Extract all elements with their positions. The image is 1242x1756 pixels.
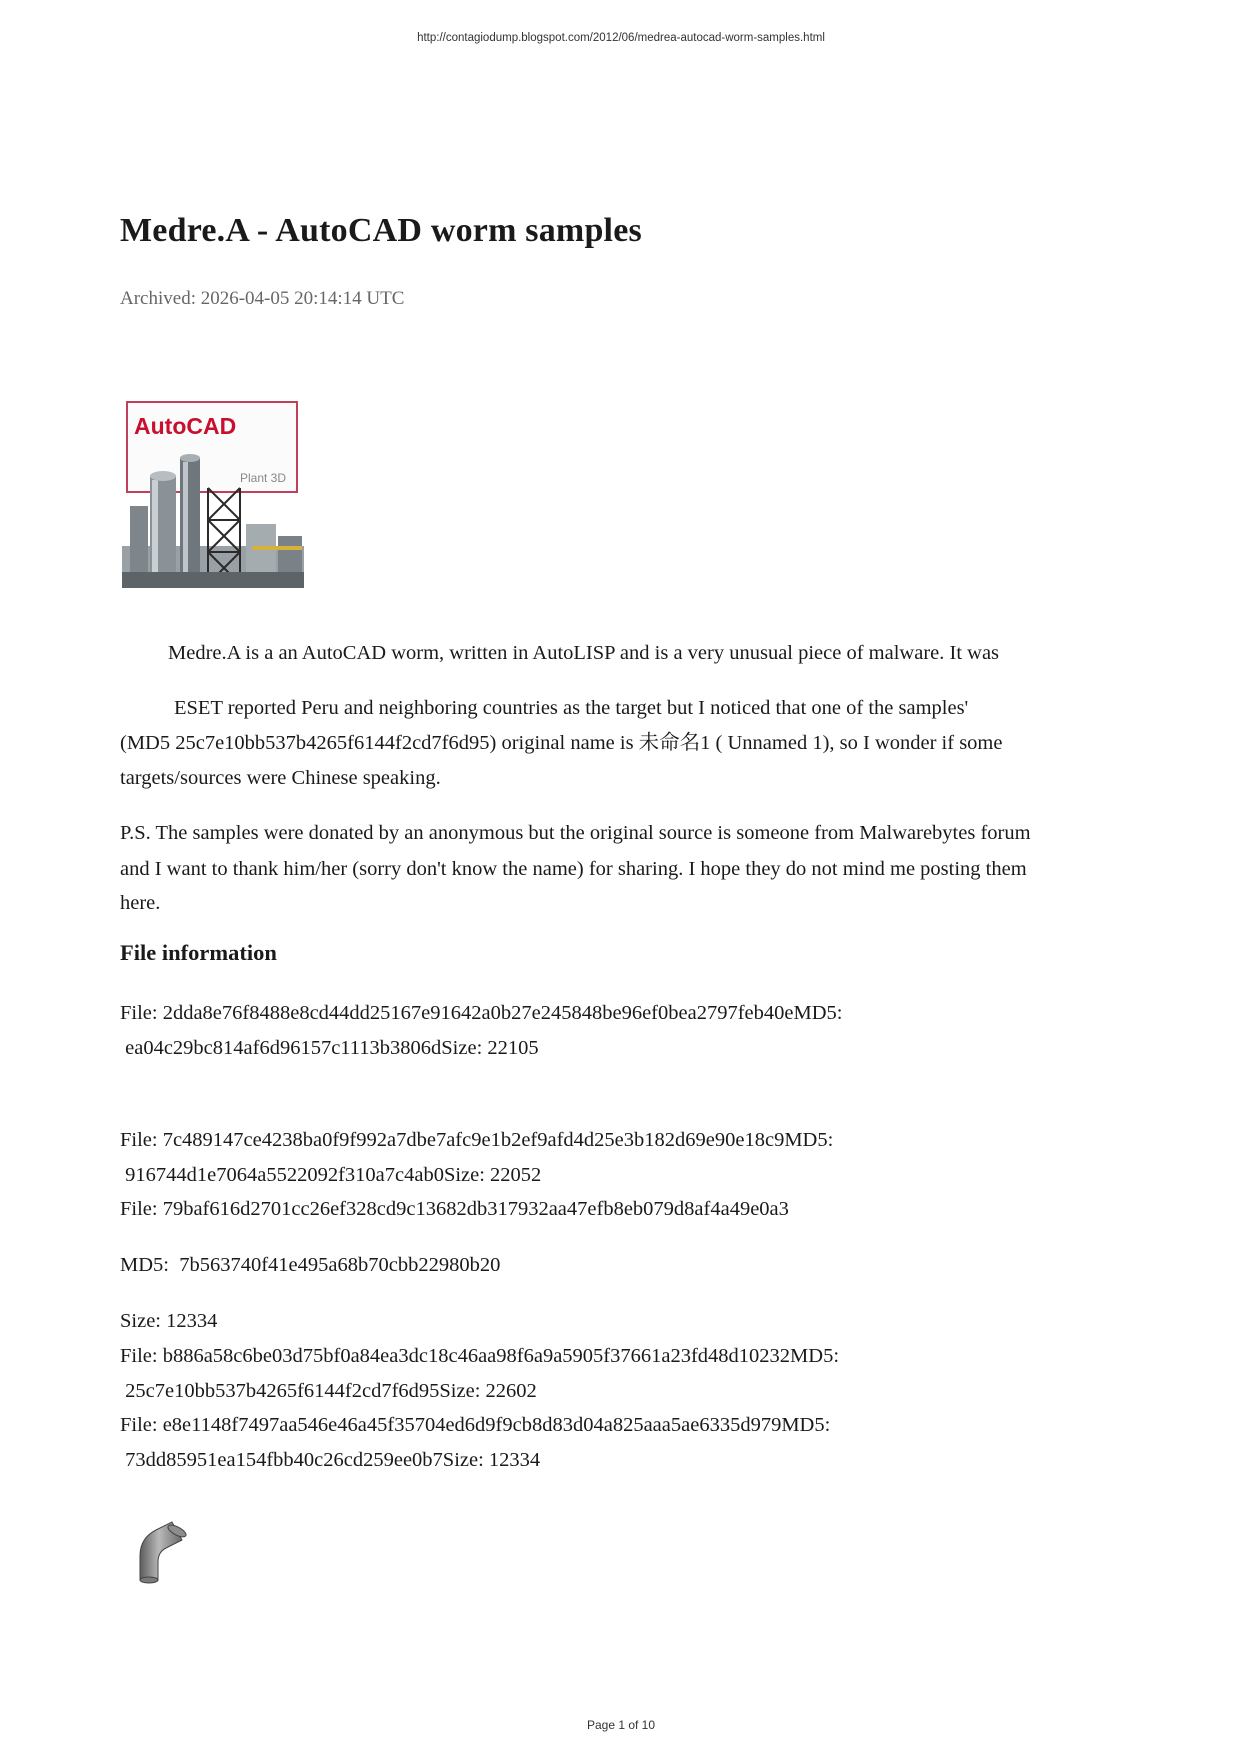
eset-paragraph-line-2: (MD5 25c7e10bb537b4265f6144f2cd7f6d95) original name is 未命名1 ( Unnamed 1), so I wonder if some [120,732,1003,754]
file-line: File: b886a58c6be03d75bf0a84ea3dc18c46aa98f6a9a5905f37661a23fd48d10232MD5: [120,1345,840,1367]
autocad-plant3d-image [122,396,304,588]
page-url[interactable]: http://contagiodump.blogspot.com/2012/06/medrea-autocad-worm-samples.html [417,32,825,44]
ps-paragraph-line-3: here. [120,892,161,914]
page-title: Medre.A - AutoCAD worm samples [120,212,642,249]
file-line: File: 79baf616d2701cc26ef328cd9c13682db317932aa47efb8eb079d8af4a49e0a3 [120,1198,789,1220]
autocad-plant3d-illustration [122,396,304,588]
ps-paragraph-line-2: and I want to thank him/her (sorry don't know the name) for sharing. I hope they do not mind me posting them [120,858,1027,880]
file-line: File: e8e1148f7497aa546e46a45f35704ed6d9f9cb8d83d04a825aaa5ae6335d979MD5: [120,1414,831,1436]
intro-paragraph: Medre.A is a an AutoCAD worm, written in AutoLISP and is a very unusual piece of malware. It was [168,642,1000,664]
file-line: File: 7c489147ce4238ba0f9f992a7dbe7afc9e1b2ef9afd4d25e3b182d69e90e18c9MD5: [120,1129,834,1151]
archived-timestamp: Archived: 2026-04-05 20:14:14 UTC [120,288,405,309]
autocad-logo-text: AutoCAD [134,413,237,439]
file-line: MD5: 7b563740f41e495a68b70cbb22980b20 [120,1254,501,1276]
file-line: 73dd85951ea154fbb40c26cd259ee0b7Size: 12334 [120,1449,541,1471]
eset-paragraph-line-3: targets/sources were Chinese speaking. [120,767,441,789]
pipe-elbow-image [132,1518,192,1584]
page-number: Page 1 of 10 [586,1718,656,1732]
pipe-elbow-icon [132,1518,192,1584]
file-line: Size: 12334 [120,1310,218,1332]
file-line: 916744d1e7064a5522092f310a7c4ab0Size: 22052 [120,1164,542,1186]
file-line: 25c7e10bb537b4265f6144f2cd7f6d95Size: 22602 [120,1380,537,1402]
ps-paragraph-line-1: P.S. The samples were donated by an anonymous but the original source is someone from Malwarebytes forum [120,822,1031,844]
file-information-heading: File information [120,940,277,965]
eset-paragraph-line-1: ESET reported Peru and neighboring countries as the target but I noticed that one of the samples' [174,697,969,719]
plant3d-text: Plant 3D [240,471,287,485]
file-line: File: 2dda8e76f8488e8cd44dd25167e91642a0b27e245848be96ef0bea2797feb40eMD5: [120,1002,843,1024]
file-line: ea04c29bc814af6d96157c1113b3806dSize: 22105 [120,1037,539,1059]
